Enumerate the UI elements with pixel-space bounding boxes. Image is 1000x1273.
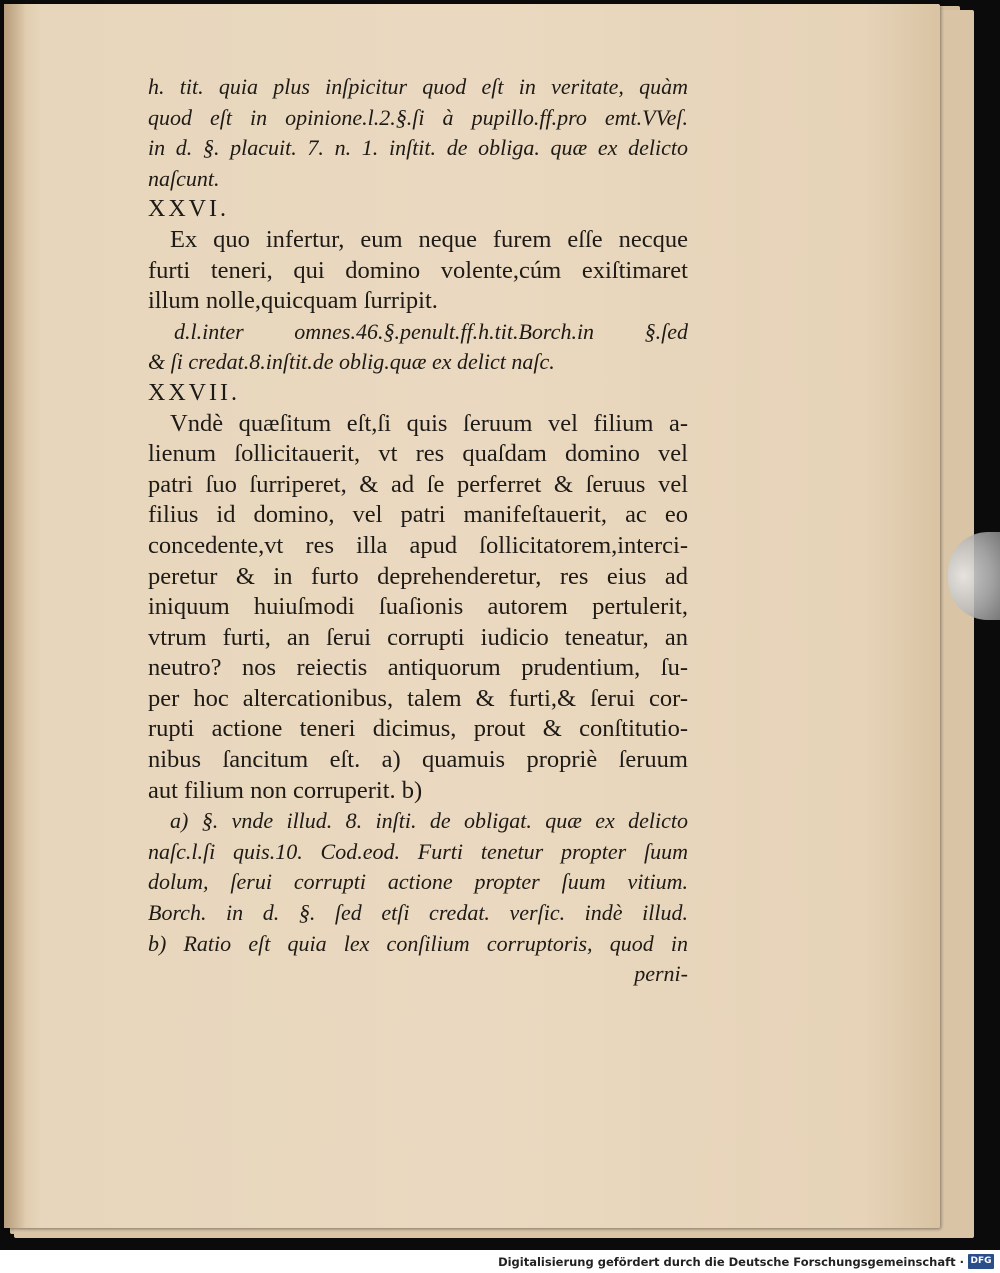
text-line: a) §. vnde illud. 8. inſti. de obligat. quæ ex delicto (170, 808, 688, 834)
text-line: Vndè quæſitum eſt,ſi quis ſeruum vel filium a- (170, 409, 688, 437)
text-line: neutro? nos reiectis antiquorum prudentium, ſu- (148, 654, 688, 682)
text-line: & ſi credat.8.inſtit.de oblig.quæ ex delict naſc. (148, 349, 555, 375)
text-line: in d. §. placuit. 7. n. 1. inſtit. de obliga. quæ ex delicto (148, 135, 688, 161)
section-heading: XXVI. (148, 196, 229, 223)
text-line: vtrum furti, an ſerui corrupti iudicio teneatur, an (148, 623, 688, 651)
text-line: illum nolle,quicquam ſurripit. (148, 287, 438, 315)
text-line: Ex quo infertur, eum neque furem eſſe necque (170, 225, 688, 253)
footer-credit: Digitalisierung gefördert durch die Deutsche Forschungsgemeinschaft · (498, 1254, 964, 1269)
page-gutter (4, 4, 26, 1228)
text-line: quod eſt in opinione.l.2.§.ſi à pupillo.ff.pro emt.VVeſ. (148, 104, 688, 130)
text-line: furti teneri, qui domino volente,cúm exiſtimaret (148, 256, 688, 284)
text-line: naſc.l.ſi quis.10. Cod.eod. Furti tenetur propter ſuum (148, 838, 688, 864)
text-line: rupti actione teneri dicimus, prout & conſtitutio- (148, 715, 688, 743)
text-line: dolum, ſerui corrupti actione propter ſuum vitium. (148, 869, 688, 895)
text-line: iniquum huiuſmodi ſuaſionis autorem pertulerit, (148, 593, 688, 621)
text-line: perni- (634, 961, 688, 987)
text-line: naſcunt. (148, 165, 220, 191)
section-heading: XXVII. (148, 379, 240, 406)
text-line: per hoc altercationibus, talem & furti,& ſerui cor- (148, 684, 688, 712)
text-line: d.l.inter omnes.46.§.penult.ff.h.tit.Borch.in §.ſed (174, 318, 688, 344)
text-line: concedente,vt res illa apud ſollicitatorem,interci- (148, 531, 688, 559)
footer-bar (0, 1250, 1000, 1273)
text-line: Borch. in d. §. ſed etſi credat. verſic. indè illud. (148, 900, 688, 926)
dfg-logo-icon: DFG (968, 1254, 994, 1269)
text-line: patri ſuo ſurriperet, & ad ſe perferret & ſeruus vel (148, 470, 688, 498)
text-line: aut filium non corruperit. b) (148, 776, 423, 804)
text-line: nibus ſancitum eſt. a) quamuis propriè ſeruum (148, 746, 688, 774)
text-line: lienum ſollicitauerit, vt res quaſdam domino vel (148, 440, 688, 468)
page-text (148, 72, 688, 990)
text-line: peretur & in furto deprehenderetur, res eius ad (148, 562, 688, 590)
text-line: filius id domino, vel patri manifeſtauerit, ac eo (148, 501, 688, 529)
text-line: h. tit. quia plus inſpicitur quod eſt in veritate, quàm (148, 74, 688, 99)
text-line: b) Ratio eſt quia lex conſilium corruptoris, quod in (148, 930, 688, 956)
